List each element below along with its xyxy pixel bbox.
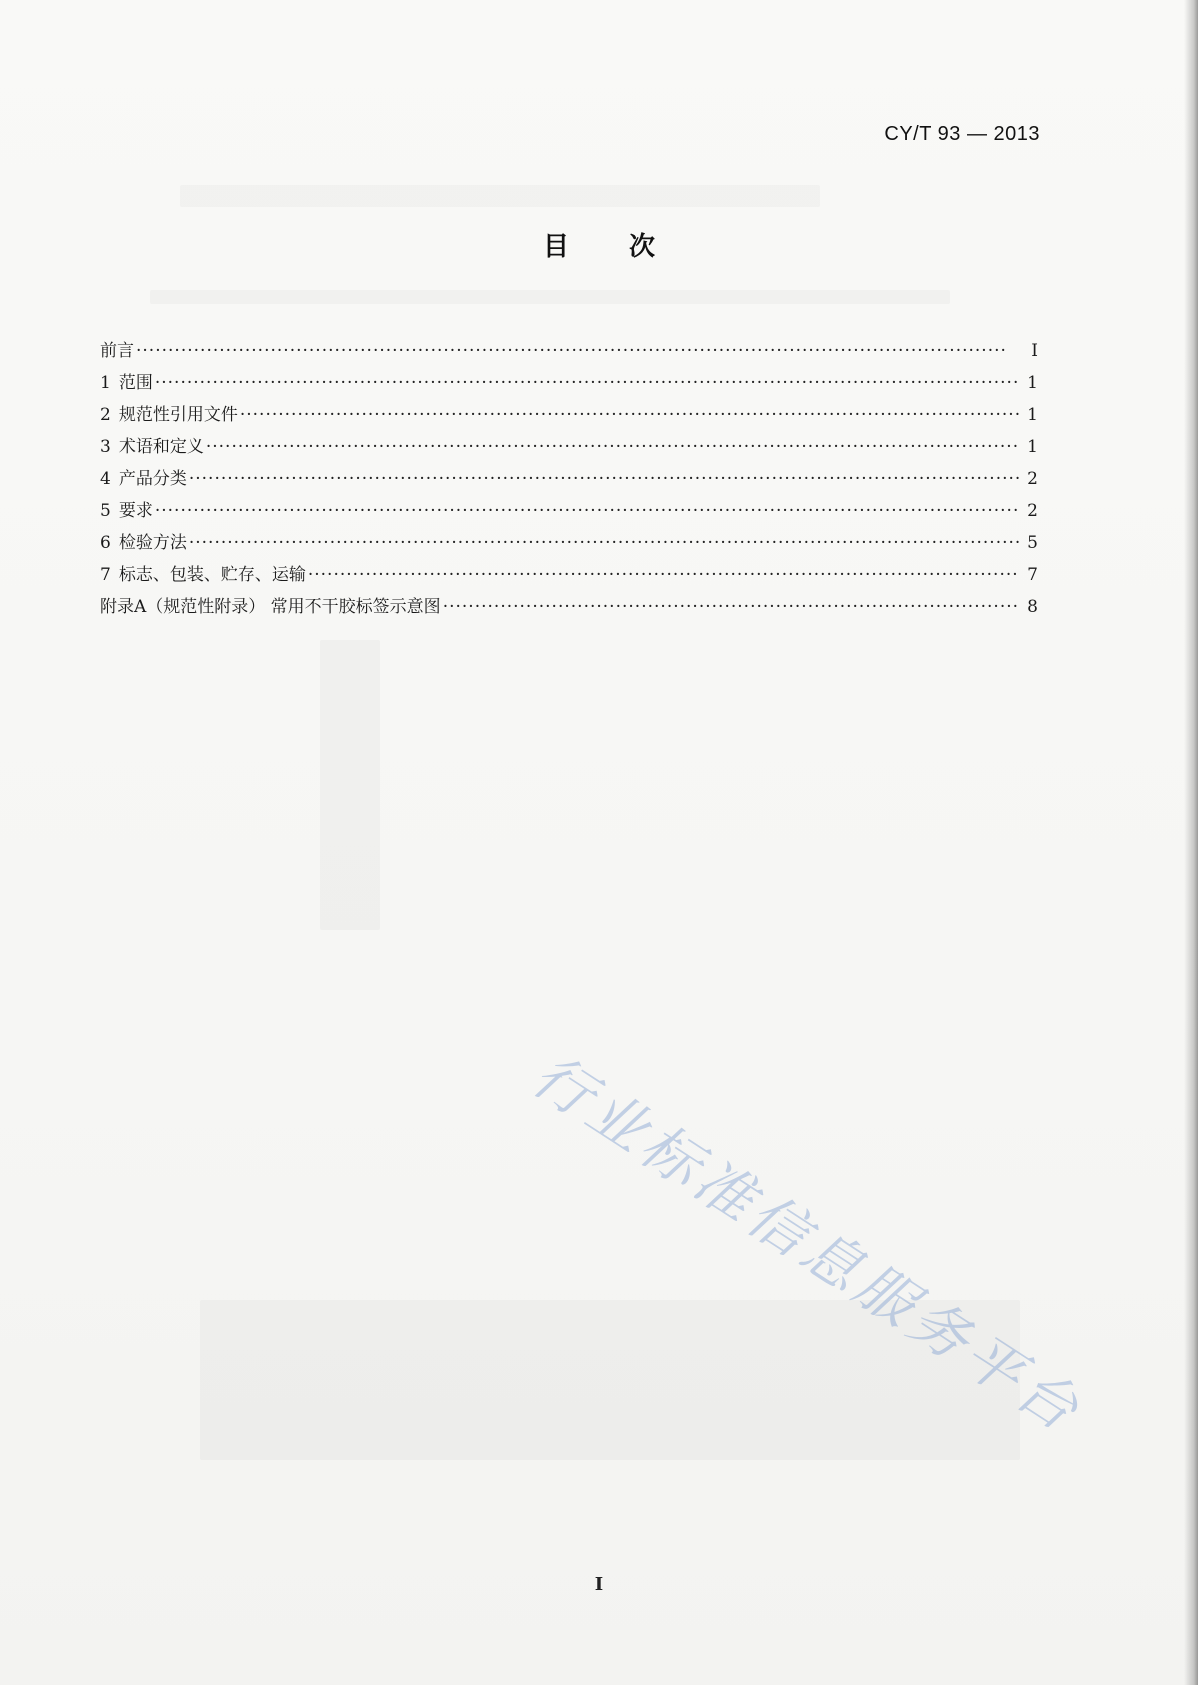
toc-leader-dots [206,431,1020,463]
toc-entry-label: 标志、包装、贮存、运输 [118,565,306,585]
toc-entry-page: 7 [1027,565,1038,585]
toc-entry[interactable] [100,335,1038,367]
toc-leader-dots [155,495,1020,527]
toc-entry-page: 1 [1027,437,1038,457]
toc-entry[interactable] [100,591,1038,623]
toc-entry-number: 3 [100,437,111,457]
toc-entry-number: 5 [100,501,111,521]
show-through-mark [200,1300,1020,1460]
standard-code: CY/T 93 — 2013 [884,123,1040,145]
toc-leader-dots [308,559,1020,591]
toc-entry-page: 1 [1027,405,1038,425]
show-through-mark [150,290,950,304]
toc-entry-number: 4 [100,469,111,489]
toc-entry[interactable] [100,463,1038,495]
toc-leader-dots [155,367,1020,399]
toc-entry-page: 5 [1027,533,1038,553]
toc-entry-label: 规范性引用文件 [118,405,238,425]
toc-entry-label: 要求 [118,501,153,521]
toc-entry[interactable] [100,367,1038,399]
toc-leader-dots [136,335,1006,367]
toc-entry-label: 前言 [100,341,134,361]
toc-entry-label: 附录A（规范性附录） 常用不干胶标签示意图 [100,597,441,617]
toc-entry-number: 6 [100,533,111,553]
toc-entry[interactable] [100,431,1038,463]
toc-entry-page: 2 [1027,469,1038,489]
toc-entry-number: 7 [100,565,111,585]
show-through-mark [320,640,380,930]
toc-entry[interactable] [100,399,1038,431]
toc-entry[interactable] [100,559,1038,591]
watermark-text: 行业标准信息服务平台 [520,1040,1095,1447]
show-through-mark [180,185,820,207]
toc-leader-dots [443,591,1020,623]
toc-entry-label: 术语和定义 [118,437,204,457]
toc-entry-label: 产品分类 [118,469,187,489]
page-title: 目次 [542,232,715,262]
toc-entry-label: 检验方法 [118,533,187,553]
toc-entry-page: 1 [1027,373,1038,393]
toc-entry[interactable] [100,527,1038,559]
toc-leader-dots [189,463,1020,495]
page-number: I [594,1574,604,1595]
toc-entry[interactable] [100,495,1038,527]
toc-entry-number: 2 [100,405,111,425]
toc-leader-dots [189,527,1020,559]
toc-entry-page: 8 [1027,597,1038,617]
toc-entry-label: 范围 [118,373,153,393]
toc-leader-dots [240,399,1020,431]
toc-entry-page: 2 [1027,501,1038,521]
toc-entry-number: 1 [100,373,111,393]
toc-entry-page: I [1031,341,1038,361]
table-of-contents [100,335,1038,623]
